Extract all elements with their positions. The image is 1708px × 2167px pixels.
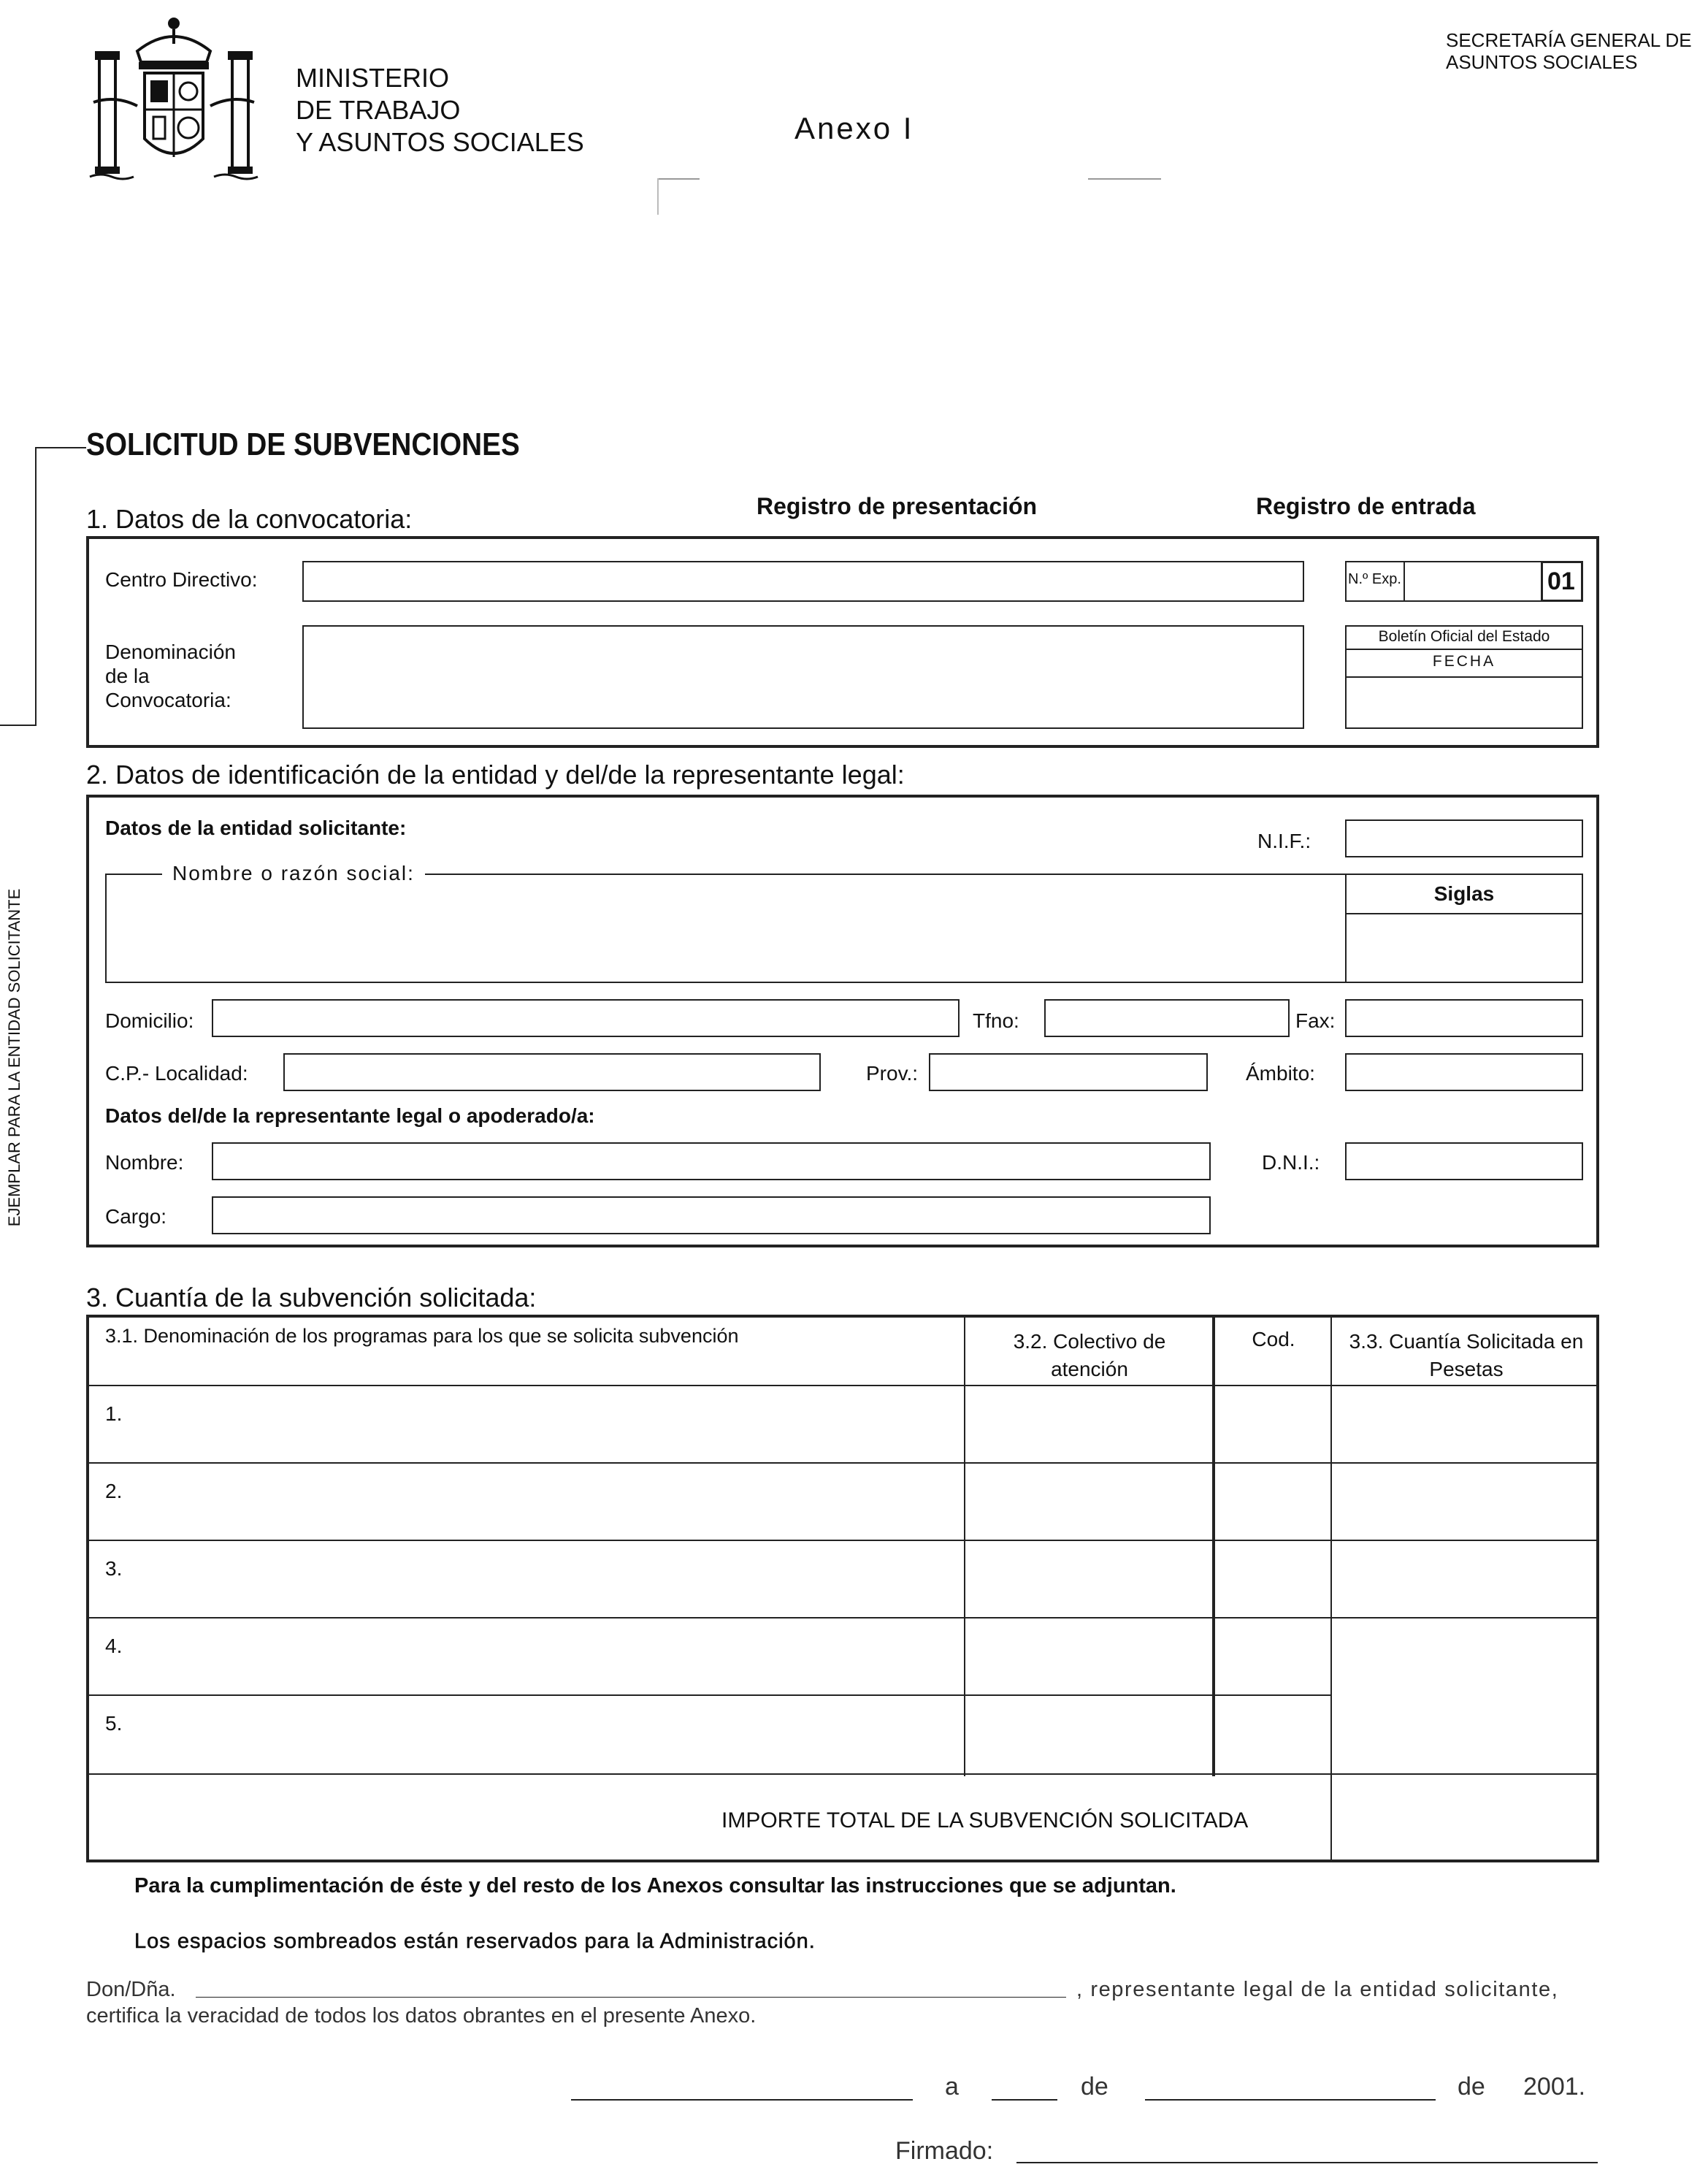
domicilio-label: Domicilio: — [105, 1009, 194, 1032]
expediente-label: N.º Exp. — [1348, 571, 1401, 587]
year: 2001. — [1523, 2073, 1586, 2101]
ambito-label: Ámbito: — [1246, 1062, 1315, 1085]
col-divider — [1330, 1318, 1332, 1862]
secretariat-line-2: ASUNTOS SOCIALES — [1446, 51, 1638, 73]
expediente-code — [1541, 561, 1583, 602]
day-line[interactable] — [992, 2099, 1057, 2101]
ministry-line-3: Y ASUNTOS SOCIALES — [296, 127, 584, 157]
boe-box — [1345, 625, 1583, 729]
fax-label: Fax: — [1295, 1009, 1336, 1032]
form-title: SOLICITUD DE SUBVENCIONES — [86, 427, 520, 462]
cargo-field[interactable] — [212, 1196, 1211, 1234]
col-divider — [1212, 1318, 1215, 1776]
ministry-line-2: DE TRABAJO — [296, 95, 461, 125]
tfno-label: Tfno: — [973, 1009, 1019, 1032]
side-note: EJEMPLAR PARA LA ENTIDAD SOLICITANTE — [5, 888, 23, 1227]
table-row[interactable]: 1. — [105, 1402, 123, 1425]
fax-field[interactable] — [1345, 999, 1583, 1037]
section-1-box — [86, 536, 1599, 748]
siglas-label: Siglas — [1433, 882, 1495, 905]
nif-field[interactable] — [1345, 819, 1583, 857]
nombre-razon-label: Nombre o razón social: — [162, 862, 425, 885]
domicilio-field[interactable] — [212, 999, 960, 1037]
expediente-code-value: 01 — [1547, 567, 1575, 595]
prov-field[interactable] — [929, 1053, 1208, 1091]
firmado-label: Firmado: — [895, 2137, 994, 2165]
coat-of-arms-icon — [86, 7, 261, 183]
representante-text: , representante legal de la entidad solicitante, — [1076, 1978, 1559, 2001]
col-cuantia-header — [1333, 1328, 1599, 1383]
register-mark — [657, 178, 659, 215]
row-divider — [89, 1540, 1599, 1541]
siglas-box — [1345, 874, 1583, 983]
siglas-field[interactable] — [1347, 914, 1582, 982]
date-de-1: de — [1081, 2073, 1108, 2101]
centro-directivo-label: Centro Directivo: — [105, 568, 258, 591]
dni-label: D.N.I.: — [1262, 1151, 1320, 1174]
register-presentation-label: Registro de presentación — [757, 493, 1038, 519]
register-entry-label: Registro de entrada — [1256, 493, 1476, 519]
register-mark — [1088, 178, 1161, 180]
table-row[interactable]: 2. — [105, 1480, 123, 1502]
col-divider — [964, 1318, 965, 1776]
boe-label: Boletín Oficial del Estado — [1378, 628, 1550, 645]
denominacion-label-line: Convocatoria: — [105, 689, 231, 711]
col-programs-header: 3.1. Denominación de los programas para los que se solicita subvención — [105, 1325, 739, 1347]
row-divider — [89, 1462, 1599, 1464]
divider — [1347, 649, 1582, 650]
section-3-heading: 3. Cuantía de la subvención solicitada: — [86, 1283, 537, 1312]
secretariat-line-1: SECRETARÍA GENERAL DE — [1446, 29, 1692, 51]
section-2-heading: 2. Datos de identificación de la entidad y del/de la representante legal: — [86, 760, 905, 790]
denominacion-label-line: de la — [105, 665, 150, 687]
total-label: IMPORTE TOTAL DE LA SUBVENCIÓN SOLICITADA — [721, 1808, 1249, 1832]
don-label: Don/Dña. — [86, 1978, 176, 2001]
nombre-label: Nombre: — [105, 1151, 184, 1174]
row-divider — [89, 1773, 1599, 1775]
col-cuantia-line: 3.3. Cuantía Solicitada en — [1349, 1330, 1584, 1353]
col-cod-header: Cod. — [1252, 1328, 1295, 1350]
side-bracket-bottom — [0, 725, 37, 726]
table-row[interactable]: 3. — [105, 1557, 123, 1580]
date-de-2: de — [1458, 2073, 1485, 2101]
header-divider — [89, 1385, 1599, 1386]
cp-localidad-field[interactable] — [283, 1053, 821, 1091]
table-row[interactable]: 4. — [105, 1635, 123, 1657]
date-a: a — [945, 2073, 959, 2101]
month-line[interactable] — [1145, 2099, 1436, 2101]
table-row[interactable]: 5. — [105, 1712, 123, 1735]
ministry-name — [296, 62, 584, 158]
fecha-label: FECHA — [1432, 653, 1496, 670]
total-field[interactable] — [1333, 1776, 1599, 1862]
certifica-text: certifica la veracidad de todos los datos obrantes en el presente Anexo. — [86, 2004, 757, 2027]
instructions-note: Para la cumplimentación de éste y del resto de los Anexos consultar las instrucciones que se adjuntan. — [134, 1874, 1176, 1897]
dni-field[interactable] — [1345, 1142, 1583, 1180]
section-2-box — [86, 795, 1599, 1247]
col-colectivo-line: atención — [1051, 1358, 1128, 1380]
divider — [1403, 562, 1405, 600]
denominacion-label — [105, 640, 236, 712]
side-bracket — [35, 447, 37, 725]
side-bracket-top — [35, 447, 86, 448]
nombre-razon-area[interactable] — [105, 874, 1347, 983]
cargo-label: Cargo: — [105, 1205, 167, 1228]
denominacion-field[interactable] — [302, 625, 1304, 729]
place-line[interactable] — [571, 2099, 913, 2101]
signature-line[interactable] — [1016, 2162, 1598, 2163]
centro-directivo-field[interactable] — [302, 561, 1304, 602]
entity-subheading: Datos de la entidad solicitante: — [105, 817, 407, 839]
col-colectivo-header — [965, 1328, 1214, 1383]
prov-label: Prov.: — [866, 1062, 919, 1085]
annex-title: Anexo I — [794, 111, 914, 145]
don-name-line[interactable] — [196, 1997, 1066, 1998]
nif-label: N.I.F.: — [1257, 830, 1311, 852]
row-divider — [89, 1617, 1599, 1618]
col-cuantia-line: Pesetas — [1429, 1358, 1504, 1380]
section-1-heading: 1. Datos de la convocatoria: — [86, 504, 413, 534]
fecha-field[interactable] — [1347, 678, 1582, 727]
secretariat-name — [1446, 29, 1692, 73]
expediente-box — [1345, 561, 1583, 602]
cp-localidad-label: C.P.- Localidad: — [105, 1062, 248, 1085]
row-divider — [89, 1694, 1330, 1696]
col-colectivo-line: 3.2. Colectivo de — [1013, 1330, 1166, 1353]
section-3-table — [86, 1315, 1599, 1862]
denominacion-label-line: Denominación — [105, 641, 236, 663]
reserved-note: Los espacios sombreados están reservados para la Administración. — [134, 1930, 816, 1953]
nombre-field[interactable] — [212, 1142, 1211, 1180]
tfno-field[interactable] — [1044, 999, 1290, 1037]
ministry-line-1: MINISTERIO — [296, 63, 450, 93]
register-mark — [657, 178, 700, 180]
rep-subheading: Datos del/de la representante legal o apoderado/a: — [105, 1104, 595, 1127]
ambito-field[interactable] — [1345, 1053, 1583, 1091]
